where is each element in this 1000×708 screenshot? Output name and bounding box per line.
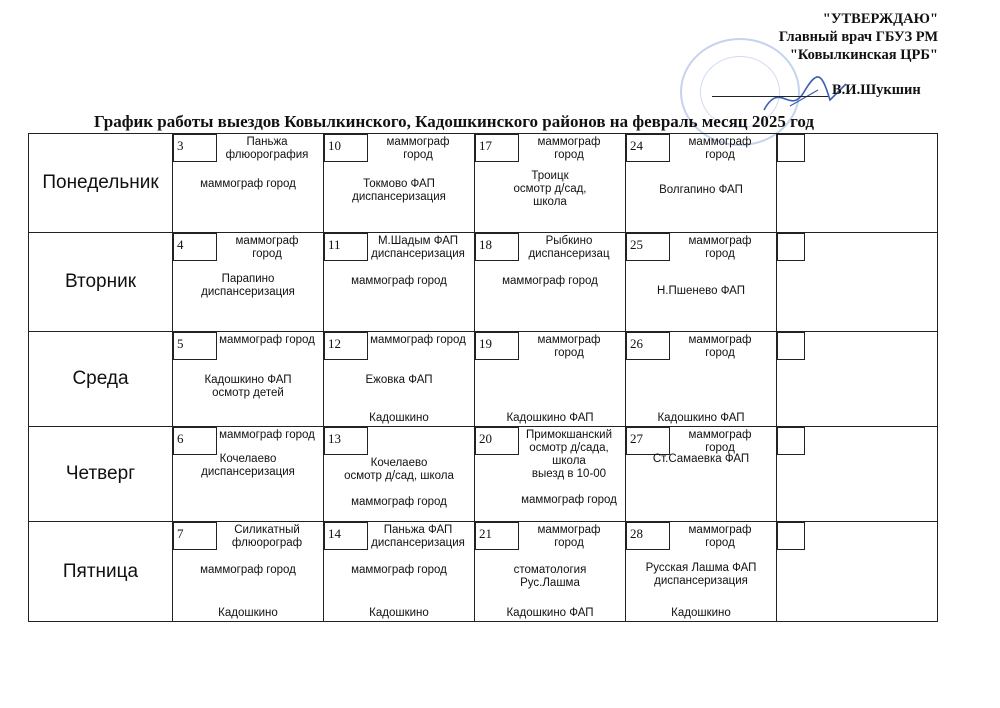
- cell-text-top: маммограф город: [537, 334, 601, 359]
- cell-text-top: маммограф город: [688, 136, 752, 161]
- date-number: 4: [173, 233, 217, 261]
- cell-text-top: маммограф город: [386, 136, 450, 161]
- cell-text-mid: Троицк осмотр д/сад, школа: [513, 170, 587, 208]
- date-cell: [324, 134, 475, 233]
- cell-text-mid: Кочелаево осмотр д/сад, школа маммограф город: [344, 457, 454, 508]
- cell-text-mid: Н.Пшенево ФАП: [656, 285, 745, 297]
- cell-text-mid: маммограф город: [502, 275, 598, 287]
- empty-cell: [777, 233, 938, 332]
- cell-text-top: маммограф город: [219, 334, 315, 346]
- date-cell: [626, 233, 777, 332]
- cell-text-top: маммограф город: [688, 429, 752, 454]
- date-number: 14: [324, 522, 368, 550]
- date-number: 28: [626, 522, 670, 550]
- cell-text-mid: маммограф город: [200, 564, 296, 576]
- date-number: 19: [475, 332, 519, 360]
- date-cell: [475, 522, 626, 622]
- date-number: 25: [626, 233, 670, 261]
- cell-text-top: Рыбкино диспансеризац: [528, 235, 610, 260]
- cell-text-mid: маммограф город: [351, 275, 447, 287]
- cell-text-top: маммограф город: [537, 136, 601, 161]
- date-cell: [173, 427, 324, 522]
- document-title: График работы выездов Ковылкинского, Кадошкинского районов на февраль месяц 2025 год: [94, 112, 815, 131]
- cell-text-mid: Ежовка ФАП: [365, 374, 433, 386]
- approval-position: Главный врач ГБУЗ РМ: [778, 29, 938, 45]
- cell-text-bot: Кадошкино ФАП: [657, 412, 745, 424]
- date-cell: [173, 332, 324, 427]
- cell-text-top: М.Шадым ФАП диспансеризация: [371, 235, 465, 260]
- cell-text-top: маммограф город: [370, 334, 466, 346]
- date-number: 11: [324, 233, 368, 261]
- date-cell: [626, 332, 777, 427]
- empty-date-box: [777, 522, 805, 550]
- empty-cell: [777, 427, 938, 522]
- date-number: 13: [324, 427, 368, 455]
- empty-date-box: [777, 134, 805, 162]
- date-number: 26: [626, 332, 670, 360]
- cell-text-top: маммограф город: [688, 235, 752, 260]
- date-cell: [324, 522, 475, 622]
- cell-text-mid: Парапино диспансеризация: [201, 273, 295, 298]
- date-number: 18: [475, 233, 519, 261]
- cell-text-bot: Кадошкино ФАП: [506, 607, 594, 619]
- cell-text-top: маммограф город: [219, 429, 315, 441]
- date-cell: [475, 233, 626, 332]
- approval-heading: "УТВЕРЖДАЮ": [822, 11, 938, 27]
- empty-date-box: [777, 427, 805, 455]
- empty-cell: [777, 522, 938, 622]
- cell-text-top: маммограф город: [235, 235, 299, 260]
- cell-text-mid: Токмово ФАП диспансеризация: [352, 178, 446, 203]
- date-number: 20: [475, 427, 519, 455]
- empty-cell: [777, 134, 938, 233]
- cell-text-top: маммограф город: [537, 524, 601, 549]
- signatory-name: В.И.Шукшин: [832, 82, 921, 98]
- date-cell: [475, 134, 626, 233]
- day-label: Четверг: [29, 427, 173, 522]
- table-row: [29, 427, 938, 522]
- cell-text-bot: Кадошкино: [369, 607, 429, 619]
- table-row: [29, 332, 938, 427]
- cell-text-mid: Русская Лашма ФАП диспансеризация: [645, 562, 757, 587]
- approval-block: [779, 10, 938, 64]
- date-number: 6: [173, 427, 217, 455]
- table-row: [29, 522, 938, 622]
- signature-line: [712, 96, 828, 97]
- cell-text-mid: маммограф город: [351, 564, 447, 576]
- cell-text-top: маммограф город: [688, 524, 752, 549]
- cell-text-top: Силикатный флюорограф: [231, 524, 303, 549]
- day-label: Вторник: [29, 233, 173, 332]
- date-cell: [324, 427, 475, 522]
- date-cell: [173, 522, 324, 622]
- approval-organization: "Ковылкинская ЦРБ": [789, 47, 938, 63]
- cell-text-mid: маммограф город: [200, 178, 296, 190]
- schedule-table: [28, 133, 938, 622]
- cell-text-mid: Кочелаево диспансеризация: [201, 453, 295, 478]
- date-number: 5: [173, 332, 217, 360]
- cell-text-mid: стоматология Рус.Лашма: [513, 564, 587, 589]
- cell-text-mid: Волгапино ФАП: [659, 184, 743, 196]
- cell-text-mid: Кадошкино ФАП осмотр детей: [204, 374, 292, 399]
- empty-cell: [777, 332, 938, 427]
- cell-text-top: Паньжа ФАП диспансеризация: [371, 524, 465, 549]
- empty-date-box: [777, 332, 805, 360]
- cell-text-bot: Кадошкино: [671, 607, 731, 619]
- date-number: 3: [173, 134, 217, 162]
- date-number: 27: [626, 427, 670, 455]
- cell-text-top: Паньжа флюорография: [225, 136, 309, 161]
- cell-text-top: маммограф город: [688, 334, 752, 359]
- date-number: 10: [324, 134, 368, 162]
- table-row: [29, 134, 938, 233]
- empty-date-box: [777, 233, 805, 261]
- date-number: 17: [475, 134, 519, 162]
- date-number: 7: [173, 522, 217, 550]
- date-cell: [626, 134, 777, 233]
- date-number: 21: [475, 522, 519, 550]
- date-cell: [626, 522, 777, 622]
- date-cell: [475, 332, 626, 427]
- date-cell: [173, 134, 324, 233]
- table-row: [29, 233, 938, 332]
- date-number: 24: [626, 134, 670, 162]
- day-label: Пятница: [29, 522, 173, 622]
- cell-text-bot: Кадошкино: [218, 607, 278, 619]
- cell-text-bot: Кадошкино ФАП: [506, 412, 594, 424]
- cell-text-mid: Ст.Самаевка ФАП: [652, 453, 750, 465]
- cell-text-bot: Кадошкино: [369, 412, 429, 424]
- date-cell: [626, 427, 777, 522]
- date-number: 12: [324, 332, 368, 360]
- date-cell: [324, 233, 475, 332]
- day-label: Среда: [29, 332, 173, 427]
- date-cell: [324, 332, 475, 427]
- day-label: Понедельник: [29, 134, 173, 233]
- date-cell: [475, 427, 626, 522]
- date-cell: [173, 233, 324, 332]
- cell-text-top: Примокшанский осмотр д/сада, школа выезд в 10-00 маммограф город: [521, 429, 617, 506]
